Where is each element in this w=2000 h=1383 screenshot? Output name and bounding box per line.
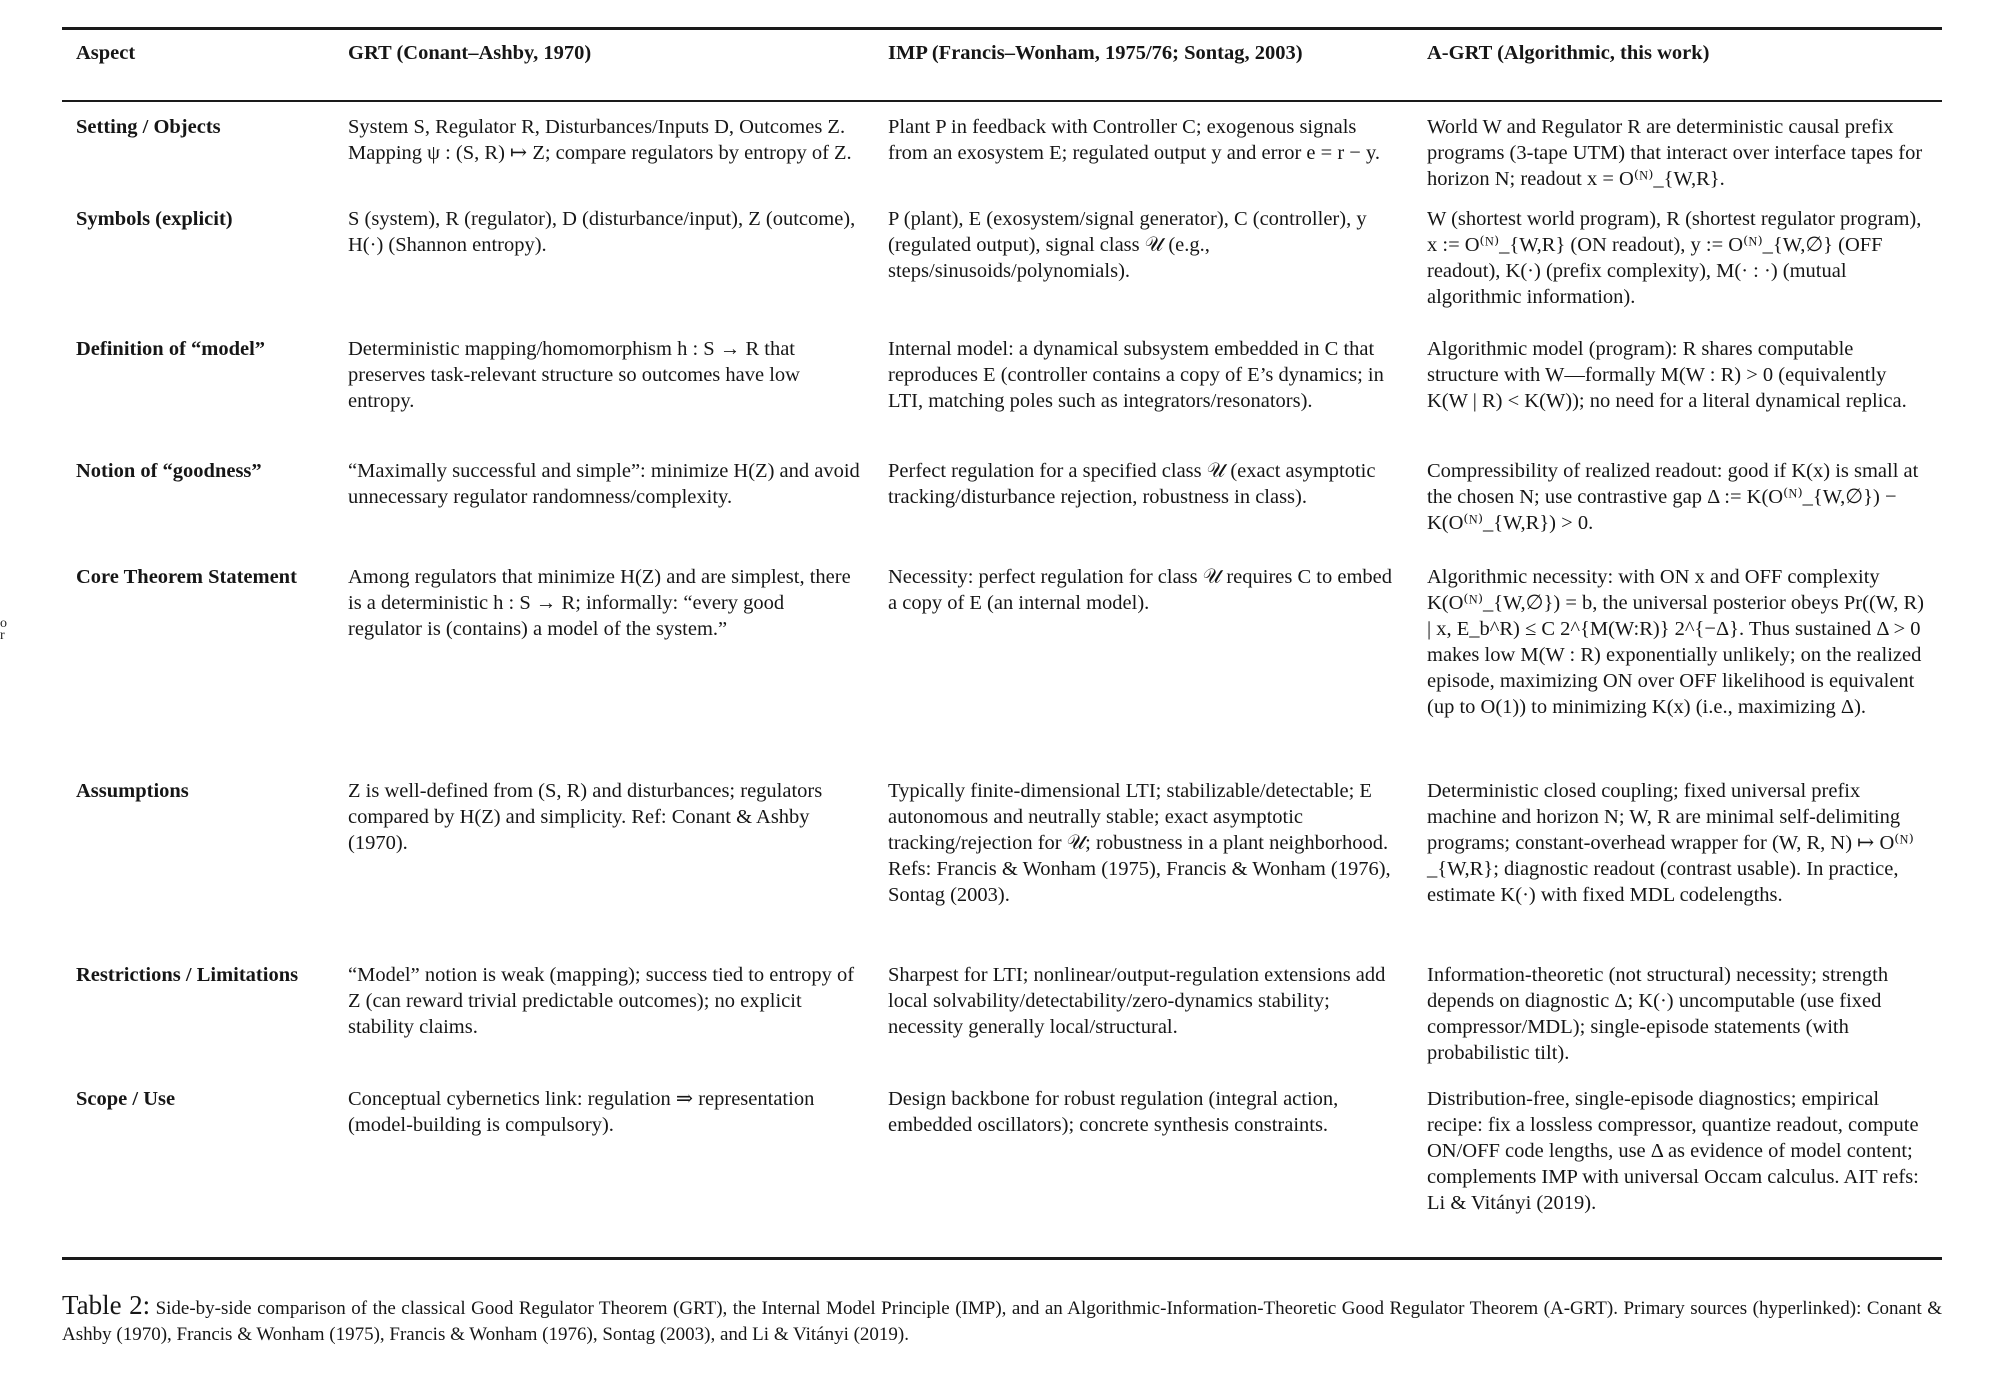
imp-cell: Perfect regulation for a specified class 𝒰 (exact asymptotic tracking/disturbance rejection, robustness in class). xyxy=(888,460,1376,508)
bottom-rule xyxy=(62,1257,1942,1260)
aspect-cell: Scope / Use xyxy=(76,1088,176,1110)
aspect-cell: Definition of “model” xyxy=(76,338,266,360)
header-grt: GRT (Conant–Ashby, 1970) xyxy=(348,42,592,64)
imp-cell: Typically finite-dimensional LTI; stabilizable/detectable; E autonomous and neutrally stable; exact asymptotic tracking/rejection for 𝒰; robustness in a plant neighborhood. Refs: Francis & Wonham (1975), Francis & Wonham (1976), Sontag (2003). xyxy=(888,780,1391,906)
table-row xyxy=(62,458,1942,564)
grt-cell: “Maximally successful and simple”: minimize H(Z) and avoid unnecessary regulator randomness/complexity. xyxy=(348,460,860,508)
grt-cell: Among regulators that minimize H(Z) and are simplest, there is a deterministic h : S → R; informally: “every good regulator is (contains) a model of the system.” xyxy=(348,566,851,640)
imp-cell: Plant P in feedback with Controller C; exogenous signals from an exosystem E; regulated output y and error e = r − y. xyxy=(888,116,1381,164)
comparison-table xyxy=(62,30,1942,1236)
aspect-cell: Notion of “goodness” xyxy=(76,460,262,482)
grt-cell: Deterministic mapping/homomorphism h : S → R that preserves task-relevant structure so outcomes have low entropy. xyxy=(348,338,800,412)
aspect-cell: Symbols (explicit) xyxy=(76,208,233,230)
margin-artifact: o r xyxy=(0,616,7,643)
table-row xyxy=(62,564,1942,778)
grt-cell: Conceptual cybernetics link: regulation ⇒ representation (model-building is compulsory). xyxy=(348,1088,815,1136)
grt-cell: “Model” notion is weak (mapping); success tied to entropy of Z (can reward trivial predictable outcomes); no explicit stability claims. xyxy=(348,964,855,1038)
grt-cell: Z is well-defined from (S, R) and disturbances; regulators compared by H(Z) and simplicity. Ref: Conant & Ashby (1970). xyxy=(348,780,823,854)
grt-cell: System S, Regulator R, Disturbances/Inputs D, Outcomes Z. Mapping ψ : (S, R) ↦ Z; compare regulators by entropy of Z. xyxy=(348,116,852,164)
table-row xyxy=(62,778,1942,962)
aspect-cell: Setting / Objects xyxy=(76,116,221,138)
grt-cell: S (system), R (regulator), D (disturbance/input), Z (outcome), H(·) (Shannon entropy). xyxy=(348,208,856,256)
agrt-cell: Information-theoretic (not structural) necessity; strength depends on diagnostic Δ; K(·) uncomputable (use fixed compressor/MDL); single-episode statements (with probabilistic tilt). xyxy=(1427,964,1889,1064)
imp-cell: Sharpest for LTI; nonlinear/output-regulation extensions add local solvability/detectability/zero-dynamics stability; necessity generally local/structural. xyxy=(888,964,1386,1038)
aspect-cell: Core Theorem Statement xyxy=(76,566,297,588)
agrt-cell: Algorithmic model (program): R shares computable structure with W—formally M(W : R) > 0 (equivalently K(W | R) < K(W)); no need for a literal dynamical replica. xyxy=(1427,338,1907,412)
table-row xyxy=(62,1086,1942,1236)
imp-cell: Design backbone for robust regulation (integral action, embedded oscillators); concrete synthesis constraints. xyxy=(888,1088,1339,1136)
header-row xyxy=(62,30,1942,102)
header-aspect: Aspect xyxy=(76,42,136,64)
agrt-cell: Algorithmic necessity: with ON x and OFF complexity K(O⁽ᴺ⁾_{W,∅}) = b, the universal posterior obeys Pr((W, R) | x, E_b^R) ≤ C 2^{M(W:R)} 2^{−Δ}. Thus sustained Δ > 0 makes low M(W : R) exponentially unlikely; on the realized episode, maximizing ON over OFF likelihood is equivalent (up to O(1)) to minimizing K(x) (i.e., maximizing Δ). xyxy=(1427,566,1924,718)
table-caption xyxy=(62,1292,1942,1348)
header-imp: IMP (Francis–Wonham, 1975/76; Sontag, 2003) xyxy=(888,42,1303,64)
agrt-cell: Deterministic closed coupling; fixed universal prefix machine and horizon N; W, R are minimal self-delimiting programs; constant-overhead wrapper for (W, R, N) ↦ O⁽ᴺ⁾_{W,R}; diagnostic readout (contrast usable). In practice, estimate K(·) with fixed MDL codelengths. xyxy=(1427,780,1914,906)
aspect-cell: Assumptions xyxy=(76,780,189,802)
caption-text: Side-by-side comparison of the classical Good Regulator Theorem (GRT), the Internal Model Principle (IMP), and an Algorithmic-Information-Theoretic Good Regulator Theorem (A-GRT). Primary sources (hyperlinked): Conant & Ashby (1970), Francis & Wonham (1975), Francis & Wonham (1976), Sontag (2003), and Li & Vitányi (2019). xyxy=(62,1298,1943,1345)
agrt-cell: Compressibility of realized readout: good if K(x) is small at the chosen N; use contrastive gap Δ := K(O⁽ᴺ⁾_{W,∅}) − K(O⁽ᴺ⁾_{W,R}) > 0. xyxy=(1427,460,1919,534)
table-row xyxy=(62,102,1942,206)
imp-cell: Internal model: a dynamical subsystem embedded in C that reproduces E (controller contains a copy of E’s dynamics; in LTI, matching poles such as integrators/resonators). xyxy=(888,338,1384,412)
table-row xyxy=(62,206,1942,336)
agrt-cell: World W and Regulator R are deterministic causal prefix programs (3-tape UTM) that interact over interface tapes for horizon N; readout x = O⁽ᴺ⁾_{W,R}. xyxy=(1427,116,1923,190)
imp-cell: Necessity: perfect regulation for class 𝒰 requires C to embed a copy of E (an internal model). xyxy=(888,566,1393,614)
imp-cell: P (plant), E (exosystem/signal generator), C (controller), y (regulated output), signal class 𝒰 (e.g., steps/sinusoids/polynomials). xyxy=(888,208,1367,282)
agrt-cell: W (shortest world program), R (shortest regulator program), x := O⁽ᴺ⁾_{W,R} (ON readout), y := O⁽ᴺ⁾_{W,∅} (OFF readout), K(·) (prefix complexity), M(· : ·) (mutual algorithmic information). xyxy=(1427,208,1922,308)
agrt-cell: Distribution-free, single-episode diagnostics; empirical recipe: fix a lossless compressor, quantize readout, compute ON/OFF code lengths, use Δ as evidence of model content; complements IMP with universal Occam calculus. AIT refs: Li & Vitányi (2019). xyxy=(1427,1088,1919,1214)
caption-label: Table 2: xyxy=(62,1290,151,1320)
table-row xyxy=(62,962,1942,1086)
table-row xyxy=(62,336,1942,458)
header-agrt: A-GRT (Algorithmic, this work) xyxy=(1427,42,1710,64)
aspect-cell: Restrictions / Limitations xyxy=(76,964,299,986)
